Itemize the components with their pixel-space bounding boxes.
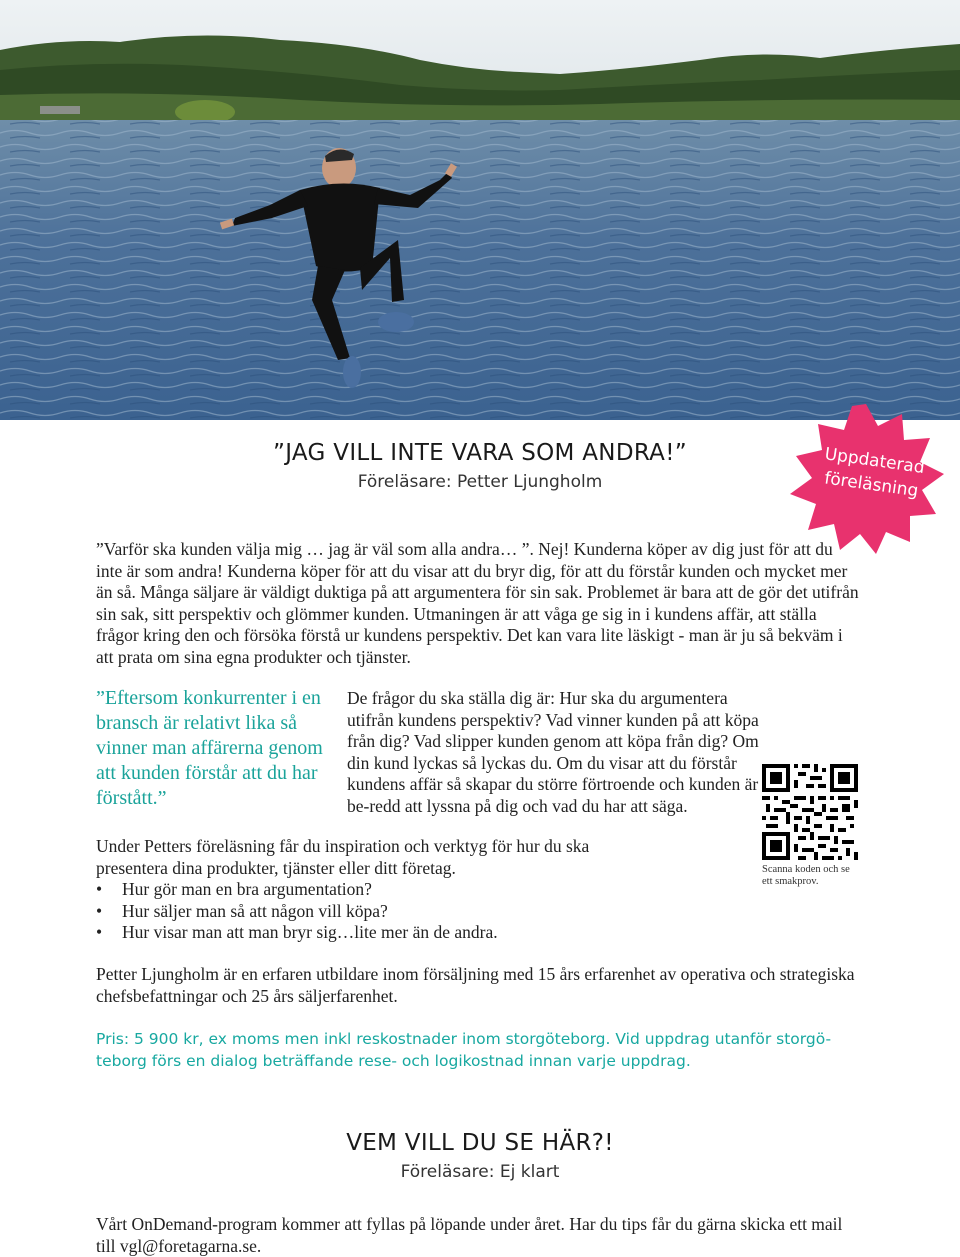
talk1-title: ”JAG VILL INTE VARA SOM ANDRA!” [273, 440, 687, 466]
pull-quote: ”Eftersom konkurrenter i en bransch är relativt lika så vinner man affärerna genom att kunden förstår att du har förstått.” [96, 687, 323, 809]
talk2-title: VEM VILL DU SE HÄR?! [346, 1130, 614, 1156]
list-item: • Hur gör man en bra argumentation? [96, 879, 636, 901]
inspiration-text: Under Petters föreläsning får du inspiration och verktyg för hur du ska presentera dina produkter, tjänster eller ditt företag. [96, 836, 590, 878]
badge-line-1: Uppdaterad [823, 444, 926, 479]
talk2-text: Vårt OnDemand-program kommer att fyllas på löpande under året. Har du tips får du gärna skicka ett mail till vgl@foretagarna.se. [96, 1214, 843, 1256]
questions-paragraph: De frågor du ska ställa dig är: Hur ska du argumentera utifrån kundens perspektiv? Vad vinner kunden på att köpa från dig? Vad slipper kunden genom att köpa från dig? Om din kund lyckas så lyckas du. Om du visar att du förstår kundens affär så skapar du större förtroende och kunden är be-redd att lyssna på dig och vad du har att säga. [347, 688, 759, 816]
qr-caption: Scanna koden och se ett smakprov. [762, 864, 850, 887]
speaker-bio: Petter Ljungholm är en erfaren utbildare inom försäljning med 15 års erfarenhet av operativa och strategiska chefsbefattningar och 25 års säljerfarenhet. [96, 964, 855, 1006]
price-info: Pris: 5 900 kr, ex moms men inkl reskostnader inom storgöteborg. Vid uppdrag utanför storgö-teborg förs en dialog beträffande rese- och logikostnad innan varje uppdrag. [96, 1030, 832, 1070]
talk1-speaker: Föreläsare: Petter Ljungholm [357, 472, 603, 492]
talk2-speaker: Föreläsare: Ej klart [400, 1162, 560, 1182]
talk1-intro: ”Varför ska kunden välja mig … jag är väl som alla andra… ”. Nej! Kunderna köper av dig just för att du inte är som andra! Kunderna köper för att du visar att du bryr dig, för att du förstår kunden och mycket mer än så. Många säljare är väldigt duktiga på att argumentera för sin sak. Problemet är bara att de gör det utifrån sin sak, sitt perspektiv och glömmer kunden. Utmaningen är att våga ge sig in i kundens affär, att ställa frågor kring den och försöka förstå ur kundens perspektiv. Det kan vara lite läskigt - man är ju så bekväm i att prata om sina egna produkter och tjänster. [96, 539, 859, 667]
talk2-header [230, 1130, 730, 1182]
inspiration-section [96, 836, 636, 944]
talk1-header [200, 440, 760, 492]
bullet-list [96, 879, 636, 944]
header-photo [0, 0, 960, 420]
list-item: • Hur visar man att man bryr sig…lite mer än de andra. [96, 922, 636, 944]
badge-line-2: föreläsning [823, 468, 920, 502]
qr-code-icon[interactable] [762, 764, 858, 860]
list-item: • Hur säljer man så att någon vill köpa? [96, 901, 636, 923]
